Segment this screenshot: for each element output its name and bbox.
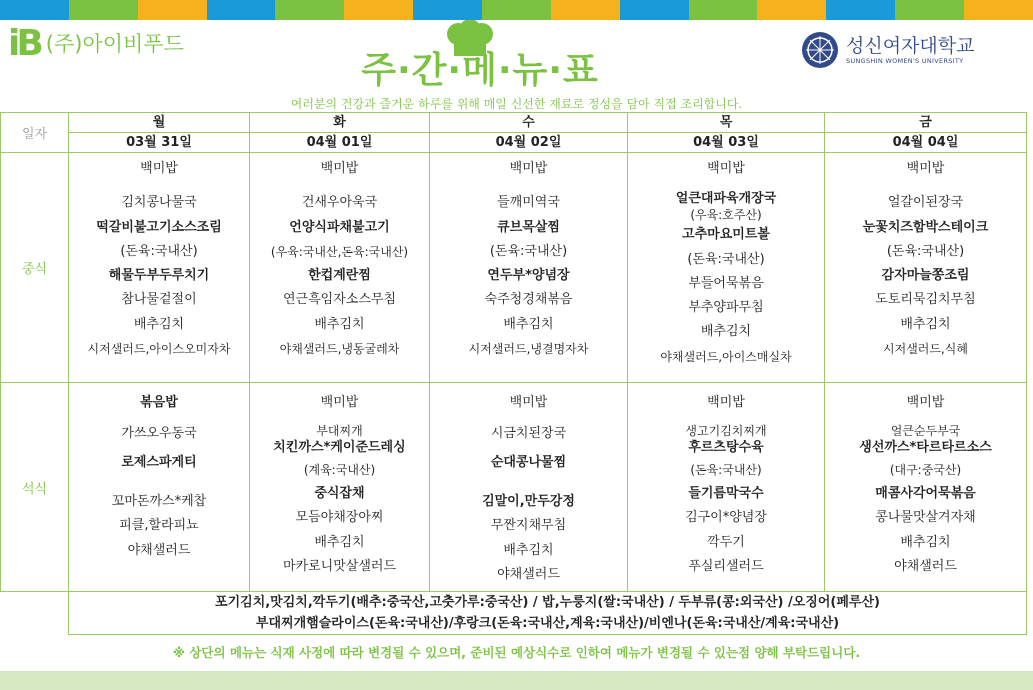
menu-item xyxy=(250,181,429,191)
menu-item: 무짠지채무침 xyxy=(490,518,567,534)
menu-item: (돈육:국내산) xyxy=(687,251,765,267)
menu-item xyxy=(69,563,249,587)
menu-item: 치킨까스*케이준드레싱 xyxy=(273,440,406,455)
menu-item: 꼬마돈까스*케찹 xyxy=(111,494,207,509)
company-logo-mark: iB xyxy=(8,23,40,64)
menu-item: 콩나물맛살겨자채 xyxy=(875,510,976,526)
day-tue: 화 xyxy=(250,113,430,133)
date-fri: 04월 04일 xyxy=(825,133,1027,153)
menu-item: 시금치된장국 xyxy=(490,426,567,441)
menu-item: (계육:국내산) xyxy=(303,463,376,477)
stripe-segment xyxy=(0,0,69,20)
menu-item: (돈육:국내산) xyxy=(886,243,965,259)
menu-item: 고추마요미트볼 xyxy=(682,227,770,243)
date-tue: 04월 01일 xyxy=(250,133,430,153)
bottom-band xyxy=(0,671,1033,690)
stripe-segment xyxy=(69,0,138,20)
origin-line-1: 포기김치,맛김치,깍두기(배추:중국산,고춧가루:중국산) / 밥,누룽지(쌀:국내산) / 두부류(콩:외국산) /오징어(페루산) xyxy=(215,595,880,610)
university-name: 성신여자대학교 xyxy=(846,35,975,57)
lunch-tue xyxy=(250,153,430,383)
origin-line-2: 부대찌개햄슬라이스(돈육:국내산)/후랑크(돈육:국내산,계육:국내산)/비엔나(돈육:국내산/계육:국내산) xyxy=(255,616,840,631)
stripe-segment xyxy=(551,0,620,20)
lunch-mon xyxy=(69,153,250,383)
dinner-label: 석식 xyxy=(1,383,69,592)
menu-item: 백미밥 xyxy=(320,161,359,176)
menu-item: 떡갈비불고기소스조림 xyxy=(96,219,222,235)
menu-item: 백미밥 xyxy=(906,161,945,176)
menu-item: 푸실리샐러드 xyxy=(688,558,764,574)
menu-item: 매콤사각어묵볶음 xyxy=(875,486,976,501)
menu-item: 야채샐러드 xyxy=(127,542,191,558)
date-thu: 04월 03일 xyxy=(628,133,825,153)
origin-blank-cell xyxy=(1,592,69,635)
menu-item: 백미밥 xyxy=(707,395,745,410)
menu-item: (우육:호주산) xyxy=(690,208,762,223)
stripe-segment xyxy=(207,0,276,20)
lunch-wed xyxy=(430,153,628,383)
dinner-mon xyxy=(69,383,250,592)
stripe-segment xyxy=(689,0,758,20)
menu-item xyxy=(69,476,249,490)
menu-item: 들기름막국수 xyxy=(688,486,764,501)
menu-item: 생선까스*타르타르소스 xyxy=(859,440,992,455)
day-wed: 수 xyxy=(430,113,628,133)
day-mon: 월 xyxy=(69,113,250,133)
menu-item: 백미밥 xyxy=(707,161,745,176)
menu-item: 배추김치 xyxy=(700,324,752,340)
university-logo xyxy=(800,30,974,70)
weekly-menu-table xyxy=(0,112,1027,635)
menu-item: 김말이,만두강정 xyxy=(482,494,575,509)
menu-item: (대구:중국산) xyxy=(889,463,962,477)
stripe-segment xyxy=(620,0,689,20)
menu-item: 숙주청경채볶음 xyxy=(484,292,573,308)
menu-item: 연두부*양념장 xyxy=(487,268,570,284)
menu-item: 도토리묵김치무침 xyxy=(875,292,976,308)
day-fri: 금 xyxy=(825,113,1027,133)
menu-item: 배추김치 xyxy=(314,316,365,332)
menu-item: 후르츠탕수육 xyxy=(688,440,764,455)
menu-item: 백미밥 xyxy=(509,161,548,176)
menu-item: 피클,할라피뇨 xyxy=(119,518,199,534)
menu-item: 건새우아욱국 xyxy=(301,195,378,211)
menu-item: 감자마늘쫑조림 xyxy=(881,268,970,284)
menu-item: 볶음밥 xyxy=(140,395,178,410)
menu-item: 김치콩나물국 xyxy=(121,195,197,211)
menu-item: 모듬야채장아찌 xyxy=(295,510,384,526)
menu-item: 연근흑임자소스무침 xyxy=(282,292,397,308)
menu-item: 들깨미역국 xyxy=(497,195,560,211)
dinner-tue xyxy=(250,383,430,592)
menu-item: 배추김치 xyxy=(503,542,554,558)
date-mon: 03월 31일 xyxy=(69,133,250,153)
menu-item: 참나물겉절이 xyxy=(121,292,197,308)
dinner-fri xyxy=(825,383,1027,592)
menu-item: 부추양파무침 xyxy=(688,300,764,316)
menu-item: 로제스파게티 xyxy=(121,455,197,470)
menu-item: 시저샐러드,식혜 xyxy=(883,342,968,357)
menu-item: 얼갈이된장국 xyxy=(887,195,964,211)
menu-item: 배추김치 xyxy=(900,534,951,550)
menu-item: 배추김치 xyxy=(900,316,951,332)
stripe-segment xyxy=(344,0,413,20)
menu-item: 얼큰대파육개장국 xyxy=(675,191,777,207)
menu-item: (우육:국내산,돈육:국내산) xyxy=(270,244,409,259)
lunch-thu xyxy=(628,153,825,383)
menu-item: 백미밥 xyxy=(320,395,359,410)
menu-item: 깍두기 xyxy=(707,534,745,550)
origin-info xyxy=(69,592,1027,635)
stripe-segment xyxy=(138,0,207,20)
menu-item: 백미밥 xyxy=(906,395,945,410)
menu-item: 중식잡채 xyxy=(314,486,365,501)
menu-item xyxy=(69,181,249,191)
menu-item: 눈꽃치즈함박스테이크 xyxy=(862,219,989,235)
menu-item: (돈육:국내산) xyxy=(120,243,198,259)
page-title: 주·간·메·뉴·표 xyxy=(361,50,599,91)
menu-item: 가쓰오우동국 xyxy=(121,426,197,441)
menu-item: 큐브목살찜 xyxy=(497,219,560,235)
stripe-segment xyxy=(482,0,551,20)
menu-item: 김구이*양념장 xyxy=(685,510,767,526)
menu-item: 야채샐러드,아이스매실차 xyxy=(660,349,792,364)
menu-item xyxy=(430,476,627,490)
stripe-segment xyxy=(757,0,826,20)
menu-item: (돈육:국내산) xyxy=(690,463,762,477)
dinner-wed xyxy=(430,383,628,592)
menu-item: 생고기김치찌개 xyxy=(685,424,767,438)
menu-item: 야채샐러드 xyxy=(497,566,560,582)
menu-item xyxy=(825,181,1026,191)
stripe-segment xyxy=(275,0,344,20)
menu-item: 야채샐러드,냉동굴레차 xyxy=(279,342,400,357)
day-thu: 목 xyxy=(628,113,825,133)
menu-item: 배추김치 xyxy=(133,316,185,332)
company-logo xyxy=(8,24,184,64)
stripe-segment xyxy=(413,0,482,20)
menu-item xyxy=(430,181,627,191)
university-name-en: SUNGSHIN WOMEN'S UNIVERSITY xyxy=(846,57,964,65)
menu-item: 백미밥 xyxy=(140,161,178,176)
menu-item: 배추김치 xyxy=(314,534,365,550)
menu-item: 시저샐러드,아이스오미자차 xyxy=(87,342,231,357)
menu-item: 부대찌개 xyxy=(316,424,363,438)
top-color-stripe xyxy=(0,0,1033,20)
menu-item: 마카로니맛살샐러드 xyxy=(282,558,397,574)
company-name: (주)아이비푸드 xyxy=(45,32,184,56)
subtitle: 여러분의 건강과 즐거운 하루를 위해 매일 신선한 재료로 정성을 담아 직접 조리합니다. xyxy=(290,97,743,111)
menu-item: 부들어묵볶음 xyxy=(688,275,764,291)
menu-item: 백미밥 xyxy=(509,395,548,410)
menu-item: 야채샐러드 xyxy=(894,558,957,574)
dinner-thu xyxy=(628,383,825,592)
stripe-segment xyxy=(895,0,964,20)
menu-item: 순대콩나물찜 xyxy=(490,455,567,470)
lunch-fri xyxy=(825,153,1027,383)
menu-item: 시저샐러드,냉결명자차 xyxy=(468,342,589,357)
menu-item: (돈육:국내산) xyxy=(489,243,568,259)
menu-item: 배추김치 xyxy=(503,316,554,332)
stripe-segment xyxy=(964,0,1033,20)
lunch-label: 중식 xyxy=(1,153,69,383)
change-notice: ※ 상단의 메뉴는 식재 사정에 따라 변경될 수 있으며, 준비된 예상식수로 인하여 메뉴가 변경될 수 있는점 양해 부탁드립니다. xyxy=(172,645,861,660)
university-emblem-icon xyxy=(800,30,840,70)
stripe-segment xyxy=(826,0,895,20)
date-label: 일자 xyxy=(1,113,69,153)
menu-item: 얼큰순두부국 xyxy=(890,424,961,438)
menu-item: 해물두부두루치기 xyxy=(108,268,210,284)
menu-item xyxy=(628,181,824,191)
date-wed: 04월 02일 xyxy=(430,133,628,153)
menu-item: 언양식파채불고기 xyxy=(289,219,390,235)
menu-item: 한컵계란찜 xyxy=(308,268,371,284)
